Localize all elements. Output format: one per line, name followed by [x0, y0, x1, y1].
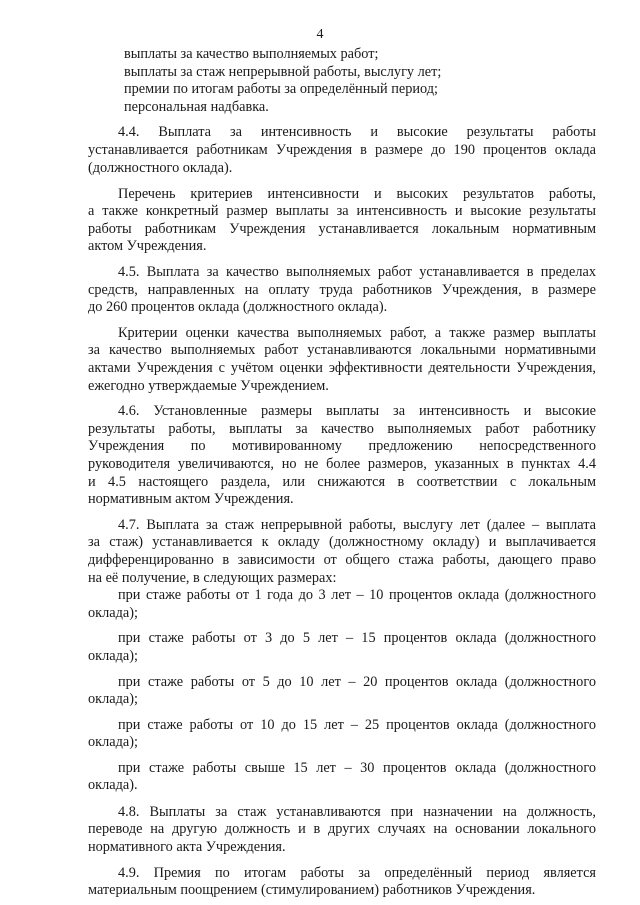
- paragraph-4-4: [88, 124, 596, 177]
- text-line: до 260 процентов оклада (должностного оклада).: [88, 299, 388, 316]
- text-line: оклада);: [88, 604, 138, 621]
- text-line: на её получение, в следующих размерах:: [88, 569, 337, 586]
- text-line: (должностного оклада).: [88, 159, 233, 176]
- text-line: при стаже работы свыше 15 лет – 30 процентов оклада (должностного: [118, 759, 596, 776]
- text-line: за стаж) устанавливается к окладу (должностному окладу) и выплачивается: [88, 534, 596, 551]
- paragraph-seniority-over-15: [88, 760, 596, 795]
- paragraph-4-9: [88, 865, 596, 900]
- paragraph-seniority-3-5: [88, 630, 596, 665]
- text-line: средств, направленных на оплату труда работников Учреждения, в размере: [88, 281, 596, 298]
- text-line: ежегодно утверждаемые Учреждением.: [88, 377, 329, 394]
- text-line: 4.4. Выплата за интенсивность и высокие результаты работы: [118, 124, 596, 141]
- text-line: премии по итогам работы за определённый период;: [124, 81, 438, 98]
- text-line: при стаже работы от 3 до 5 лет – 15 процентов оклада (должностного: [118, 630, 596, 647]
- text-line: 4.7. Выплата за стаж непрерывной работы, выслугу лет (далее – выплата: [118, 516, 596, 533]
- paragraph-4-8: [88, 804, 596, 857]
- list-payment-types: [88, 46, 596, 116]
- text-line: 4.8. Выплаты за стаж устанавливаются при назначении на должность,: [118, 803, 596, 820]
- text-line: переводе на другую должность и в других случаях на основании локального: [88, 821, 596, 838]
- text-line: и 4.5 настоящего раздела, или снижаются в соответствии с локальным: [88, 473, 596, 490]
- text-line: работы работникам Учреждения устанавливается локальным нормативным: [88, 220, 596, 237]
- paragraph-4-5: [88, 264, 596, 317]
- text-line: Критерии оценки качества выполняемых работ, а также размер выплаты: [118, 324, 596, 341]
- text-line: дифференцированно в зависимости от общего стажа работы, дающего право: [88, 551, 596, 568]
- text-line: а также конкретный размер выплаты за интенсивность и высокие результаты: [88, 203, 596, 220]
- text-line: актами Учреждения с учётом оценки эффективности деятельности Учреждения,: [88, 360, 596, 376]
- paragraph-seniority-10-15: [88, 717, 596, 752]
- text-line: нормативным актом Учреждения.: [88, 491, 294, 508]
- text-line: при стаже работы от 10 до 15 лет – 25 процентов оклада (должностного: [118, 716, 596, 733]
- text-line: 4.5. Выплата за качество выполняемых работ устанавливается в пределах: [118, 264, 596, 281]
- text-line: за качество выполняемых работ устанавливаются локальными нормативными: [88, 342, 596, 359]
- text-line: оклада);: [88, 734, 138, 751]
- paragraph-intensity-criteria: [88, 186, 596, 256]
- text-line: руководителя увеличиваются, но не более размеров, указанных в пунктах 4.4: [88, 455, 596, 472]
- text-line: Перечень критериев интенсивности и высоких результатов работы,: [118, 185, 596, 202]
- text-line: при стаже работы от 1 года до 3 лет – 10 процентов оклада (должностного: [118, 587, 596, 604]
- paragraph-4-6: [88, 403, 596, 509]
- text-line: 4.9. Премия по итогам работы за определённый период является: [118, 864, 596, 881]
- text-line: актом Учреждения.: [88, 238, 207, 255]
- text-line: результаты работы, выплаты за качество выполняемых работ работнику: [88, 420, 596, 437]
- text-line: устанавливается работникам Учреждения в размере до 190 процентов оклада: [88, 141, 596, 158]
- text-line: при стаже работы от 5 до 10 лет – 20 процентов оклада (должностного: [118, 673, 596, 690]
- text-line: оклада).: [88, 777, 138, 794]
- text-line: оклада);: [88, 691, 138, 708]
- paragraph-quality-criteria: [88, 325, 596, 395]
- paragraph-seniority-5-10: [88, 674, 596, 709]
- text-line: выплаты за качество выполняемых работ;: [124, 46, 379, 62]
- paragraph-4-7: [88, 517, 596, 623]
- text-line: оклада);: [88, 647, 138, 664]
- page-number: 4: [316, 27, 324, 42]
- text-line: персональная надбавка.: [124, 98, 269, 115]
- text-line: нормативного акта Учреждения.: [88, 838, 286, 855]
- text-line: материальным поощрением (стимулированием) работников Учреждения.: [88, 882, 536, 899]
- text-line: Учреждения по мотивированному предложению непосредственного: [88, 438, 596, 455]
- text-line: 4.6. Установленные размеры выплаты за интенсивность и высокие: [118, 403, 596, 420]
- text-line: выплаты за стаж непрерывной работы, выслугу лет;: [124, 63, 442, 80]
- document-body: [88, 46, 596, 900]
